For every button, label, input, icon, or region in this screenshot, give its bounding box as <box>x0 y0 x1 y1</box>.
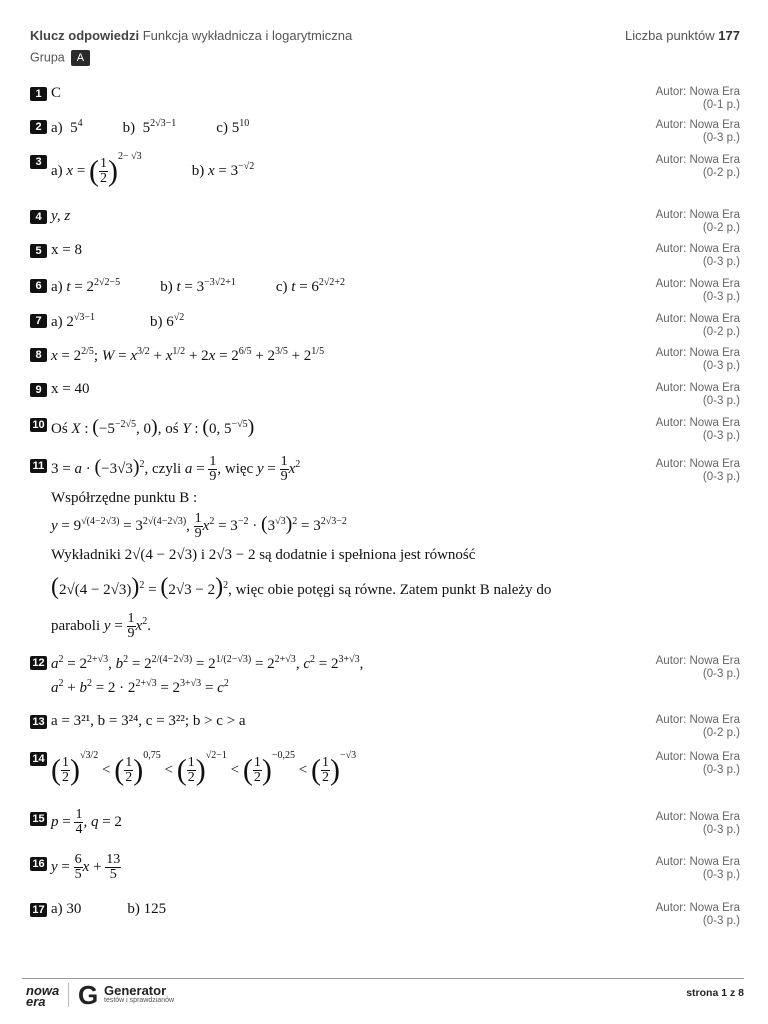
page-number: strona 1 z 8 <box>686 987 744 999</box>
answer-body: x = 8 <box>51 242 82 258</box>
answer-meta: Autor: Nowa Era (0-2 p.) <box>655 714 740 739</box>
page-header <box>30 28 740 43</box>
answer-body: a) 30 b) 125 <box>51 901 167 917</box>
answer-meta: Autor: Nowa Era (0-3 p.) <box>655 417 740 442</box>
answer-meta: Autor: Nowa Era (0-3 p.) <box>655 856 740 881</box>
answer-meta: Autor: Nowa Era (0-1 p.) <box>655 86 740 111</box>
answer-body: p = $\frac{1}{4}$ , q = 2 <box>51 807 122 837</box>
answer-body: a = 3²¹, b = 3²⁴, c = 3²²; b > c > a <box>51 713 246 729</box>
answer-body: a) $5^4$ b) $5^{2√3-1}$ c) $5^{10}$ <box>51 118 250 136</box>
answer-meta: Autor: Nowa Era (0-2 p.) <box>655 209 740 234</box>
answer-body: ( $\frac{1}{2}$ )$^{√3/2}$ < ( $\frac{1}{2}$ )$^{0,75}$ < ( $\frac{1}{2}$ )$^{√2-1}$ < ( $\frac{1}{2}$ )$^{-0,25}$ < ( $\frac{1}{2}$ )$^{-√3}$ <box>51 750 357 787</box>
group-badge: A <box>71 50 90 66</box>
answer-body: a) $t = 2^{2√2-5}$ b) $t = 3^{-3√2+1}$ c) $t = 6^{2√2+2}$ <box>51 277 346 295</box>
answer-meta: Autor: Nowa Era (0-3 p.) <box>655 347 740 372</box>
generator-logo-icon: G <box>78 980 99 1010</box>
answer-meta: Autor: Nowa Era (0-3 p.) <box>655 811 740 836</box>
answer-meta: Autor: Nowa Era (0-2 p.) <box>655 313 740 338</box>
footer-divider <box>68 983 69 1007</box>
answer-body: C <box>51 85 62 101</box>
answer-body: a) x = ( $\frac{1}{2}$ )$^{2- √3}$b) $x = 3^{-√2}$ <box>51 151 255 188</box>
answer-body: $a^2 = 2^{2+√3}$, $b^2 = 2^{2/(4-2√3)} = 2^{1/(2-√3)} = 2^{2+√3}$, $c^2 = 2^{3+√3}$, <box>51 654 364 672</box>
answer-body: y = $\frac{6}{5}$ x + $\frac{13}{5}$ <box>51 852 121 882</box>
answer-meta: Autor: Nowa Era (0-3 p.) <box>655 655 740 680</box>
answer-meta: Autor: Nowa Era (0-3 p.) <box>655 243 740 268</box>
page-footer <box>22 978 744 1010</box>
group-indicator: Grupa A <box>30 50 90 66</box>
answer-line: $a^2 + b^2 = 2 \cdot 2^{2+√3} = 2^{3+√3} = c^2$ <box>51 678 229 696</box>
answer-line: paraboli y = $\frac{1}{9}$ $x^2$. <box>51 611 151 641</box>
answer-body: $x = 2^{2/5}$; $W = x^{3/2} + x^{1/2} + 2x = 2^{6/5} + 2^{3/5} + 2^{1/5}$ <box>51 346 325 364</box>
answer-line: $(2√(4 - 2√3))^2 = (2√3 - 2)^2$, więc obie potęgi są równe. Zatem punkt B należy do <box>51 574 552 600</box>
generator-brand: Generator testów i sprawdzianów <box>104 983 175 1004</box>
answer-meta: Autor: Nowa Era (0-3 p.) <box>655 902 740 927</box>
answer-line: $y = 9^{√(4-2√3)} = 3^{2√(4-2√3)}$, $\frac{1}{9}$ $x^2 = 3^{-2} \cdot (3^{√3})^2 = 3^{2√3-2}$ <box>51 511 347 541</box>
nowa-era-logo: nowa era <box>26 983 60 1009</box>
answer-body: $3 = a \cdot (-3√3)^2$, czyli a = $\frac{1}{9}$ , więc y = $\frac{1}{9}$ $x^2$ <box>51 454 301 484</box>
answer-body: Oś X : ($-5^{-2√5}$, 0), oś Y : (0, $5^{-√5}$) <box>51 416 255 438</box>
answer-line: Wykładniki 2√(4 − 2√3) i 2√3 − 2 są dodatnie i spełniona jest równość <box>51 547 476 563</box>
answer-line: Współrzędne punktu B : <box>51 490 198 506</box>
answer-meta: Autor: Nowa Era (0-3 p.) <box>655 278 740 303</box>
answer-body: x = 40 <box>51 381 90 397</box>
answer-meta: Autor: Nowa Era (0-3 p.) <box>655 751 740 776</box>
points-total: Liczba punktów 177 <box>625 28 740 43</box>
answer-meta: Autor: Nowa Era (0-2 p.) <box>655 154 740 179</box>
doc-title: Klucz odpowiedzi Funkcja wykładnicza i logarytmiczna <box>30 28 353 43</box>
answer-meta: Autor: Nowa Era (0-3 p.) <box>655 458 740 483</box>
answer-body: a) $2^{√3-1}$ b) $6^{√2}$ <box>51 312 185 330</box>
answer-meta: Autor: Nowa Era (0-3 p.) <box>655 382 740 407</box>
answer-meta: Autor: Nowa Era (0-3 p.) <box>655 119 740 144</box>
answer-body: y, z <box>51 208 71 224</box>
